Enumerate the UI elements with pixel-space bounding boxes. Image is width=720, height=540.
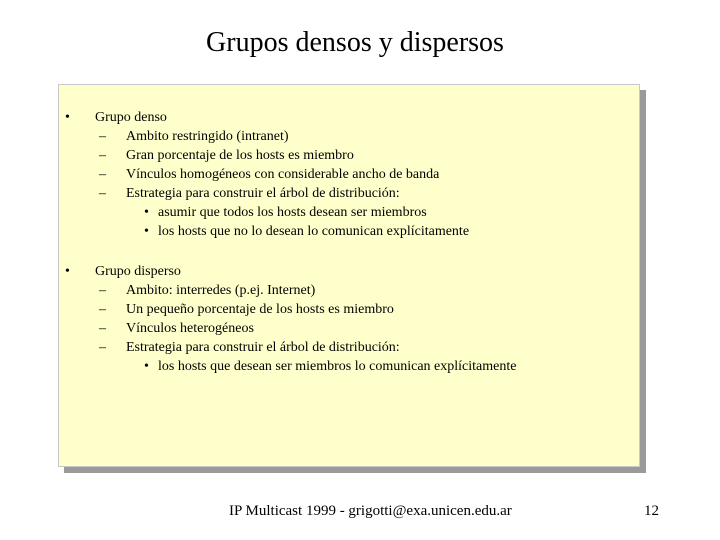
sub-list-item: los hosts que desean ser miembros lo comunican explícitamente bbox=[158, 359, 517, 374]
list-item: Ambito: interredes (p.ej. Internet) bbox=[126, 283, 316, 298]
dash-icon: – bbox=[99, 148, 106, 163]
sub-list-item: los hosts que no lo desean lo comunican explícitamente bbox=[158, 224, 470, 239]
list-item: Ambito restringido (intranet) bbox=[126, 129, 289, 144]
list-item: Vínculos heterogéneos bbox=[126, 321, 254, 336]
list-item: Estrategia para construir el árbol de distribución: bbox=[126, 186, 400, 201]
dash-icon: – bbox=[99, 186, 106, 201]
dash-icon: – bbox=[99, 340, 106, 355]
dash-icon: – bbox=[99, 167, 106, 182]
dash-icon: – bbox=[99, 283, 106, 298]
bullet-icon: • bbox=[144, 359, 149, 374]
footer-text: IP Multicast 1999 - grigotti@exa.unicen.edu.ar bbox=[229, 503, 512, 519]
bullet-icon: • bbox=[144, 224, 149, 239]
list-item: Un pequeño porcentaje de los hosts es miembro bbox=[126, 302, 394, 317]
list-item: Estrategia para construir el árbol de distribución: bbox=[126, 340, 400, 355]
bullet-icon: • bbox=[144, 205, 149, 220]
group-heading: Grupo disperso bbox=[95, 264, 181, 279]
sub-list-item: asumir que todos los hosts desean ser miembros bbox=[158, 205, 427, 220]
dash-icon: – bbox=[99, 321, 106, 336]
content-box bbox=[58, 84, 640, 467]
dash-icon: – bbox=[99, 302, 106, 317]
group-heading: Grupo denso bbox=[95, 110, 167, 125]
page-number: 12 bbox=[644, 503, 659, 519]
list-item: Gran porcentaje de los hosts es miembro bbox=[126, 148, 354, 163]
bullet-icon: • bbox=[65, 110, 70, 125]
bullet-icon: • bbox=[65, 264, 70, 279]
list-item: Vínculos homogéneos con considerable ancho de banda bbox=[126, 167, 440, 182]
dash-icon: – bbox=[99, 129, 106, 144]
slide-title: Grupos densos y dispersos bbox=[206, 27, 504, 58]
